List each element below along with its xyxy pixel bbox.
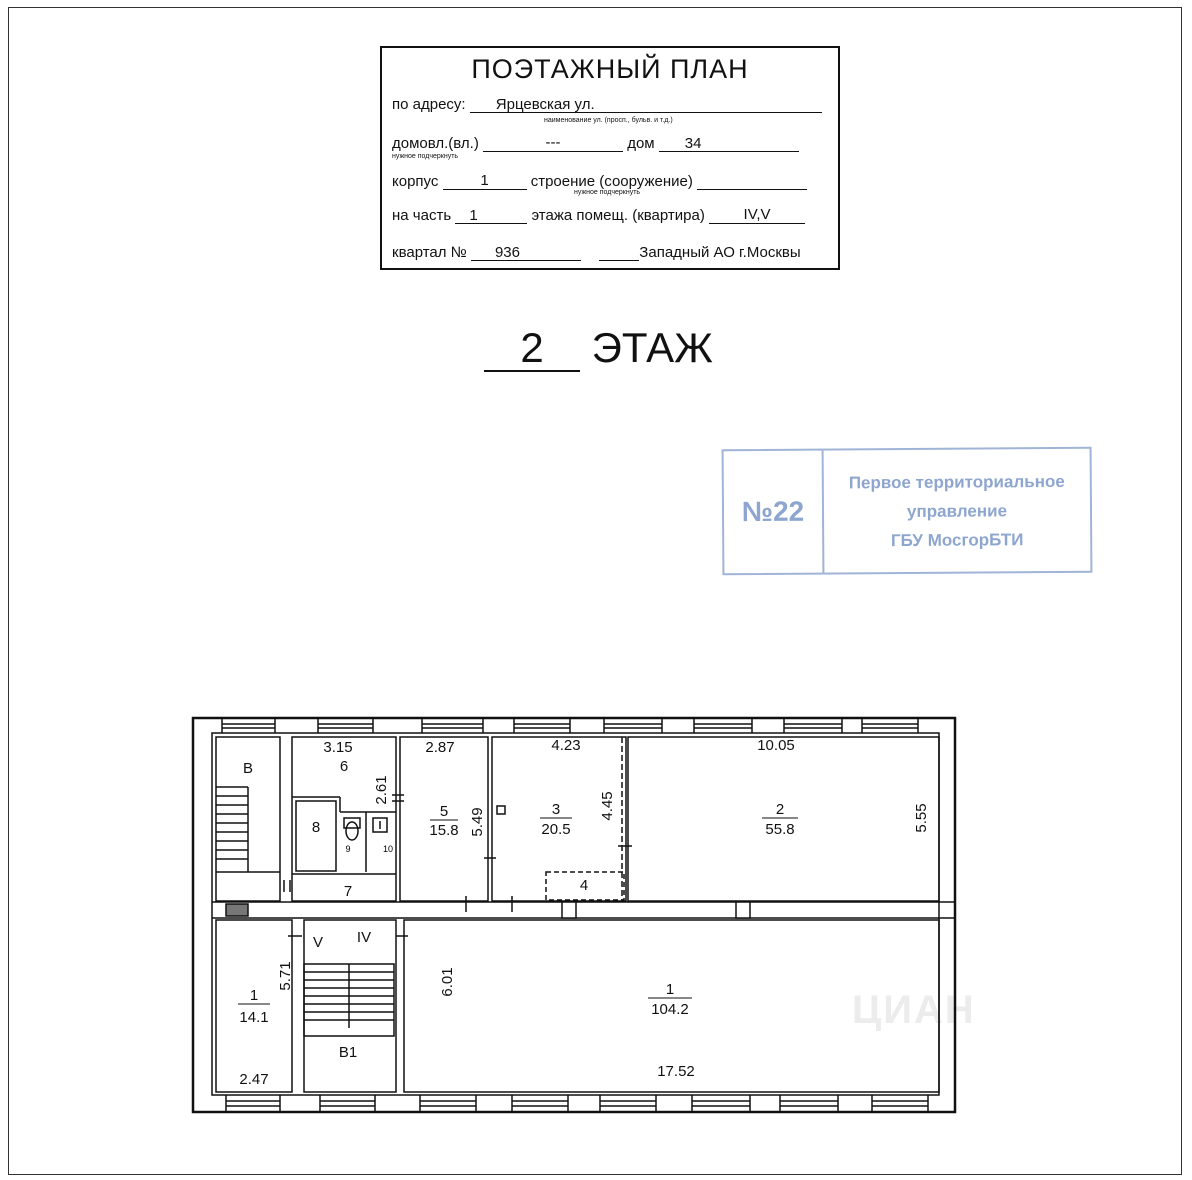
part-value: 1 [455, 207, 527, 224]
room-8-number: 8 [311, 819, 321, 836]
address-label: по адресу: [392, 96, 466, 113]
dim-2-87: 2.87 [425, 739, 455, 756]
stamp-line-3: ГБУ МосгорБТИ [890, 530, 1024, 551]
dim-6-01: 6.01 [439, 967, 456, 997]
dim-2-47: 2.47 [239, 1071, 269, 1088]
room-2 [628, 737, 939, 901]
room-10-number: 10 [382, 844, 394, 854]
dim-2-61: 2.61 [373, 775, 390, 805]
toilet-icon [346, 822, 358, 840]
stamp-line-1: Первое территориальное [848, 471, 1065, 493]
domovl-value: --- [483, 134, 623, 152]
plan-title: ПОЭТАЖНЫЙ ПЛАН [471, 54, 749, 84]
room-1-small-area: 14.1 [239, 1009, 269, 1026]
room-8 [296, 801, 336, 871]
windows-bottom [226, 1095, 928, 1112]
floor-label: ЭТАЖ [591, 324, 713, 371]
room-1-small [216, 920, 292, 1092]
stamp-number: №22 [724, 451, 825, 574]
stair-b1-steps [304, 964, 394, 1036]
room-1-large-number: 1 [665, 981, 675, 998]
room-5-area: 15.8 [429, 822, 459, 839]
dim-4-45: 4.45 [599, 791, 616, 821]
stair-b1-label: В1 [338, 1044, 358, 1061]
dom-label: дом [627, 135, 655, 152]
floor-number: 2 [484, 326, 580, 372]
section-v-label: V [312, 934, 324, 951]
kvartal-value: 936 [471, 244, 581, 261]
dim-4-23: 4.23 [551, 737, 581, 754]
stroenie-label: строение (сооружение) [530, 173, 693, 190]
dim-3-15: 3.15 [323, 739, 353, 756]
room-4-number: 4 [579, 877, 589, 894]
stroenie-hint: нужное подчеркнуть [574, 189, 641, 196]
korpus-label: корпус [392, 173, 439, 190]
domovl-hint: нужное подчеркнуть [392, 153, 459, 160]
hatched-column [226, 904, 248, 916]
stair-b-label: В [242, 760, 254, 777]
dim-10-05: 10.05 [757, 737, 795, 754]
kvartal-label: квартал № [392, 244, 467, 261]
dim-17-52: 17.52 [657, 1063, 695, 1080]
room-1-small-number: 1 [249, 987, 259, 1004]
room-5-number: 5 [439, 803, 449, 820]
district: Западный АО г.Москвы [639, 244, 801, 261]
room-3-number: 3 [551, 801, 561, 818]
section-iv-label: IV [356, 929, 372, 946]
dim-5-49: 5.49 [469, 807, 486, 837]
dim-5-55: 5.55 [913, 803, 930, 833]
room-2-number: 2 [775, 801, 785, 818]
part-label: на часть [392, 207, 452, 224]
korpus-value: 1 [443, 172, 527, 190]
floor-type-value: IV,V [709, 206, 805, 224]
domovl-label: домовл.(вл.) [392, 135, 479, 152]
room-3-area: 20.5 [541, 821, 571, 838]
dim-5-71: 5.71 [277, 961, 294, 991]
windows-top [222, 718, 918, 733]
floor-type-label: этажа помещ. (квартира) [531, 207, 705, 224]
address-value: Ярцевская ул. [470, 96, 822, 113]
dom-value: 34 [659, 135, 799, 152]
room-1-large-area: 104.2 [651, 1001, 689, 1018]
stair-b-steps [216, 787, 280, 872]
stamp-line-2: управление [906, 501, 1008, 521]
room-9-number: 9 [345, 844, 351, 854]
address-hint: наименование ул. (просп., бульв. и т.д.) [544, 117, 673, 124]
room-7-number: 7 [343, 883, 353, 900]
room-2-area: 55.8 [765, 821, 795, 838]
room-6-number: 6 [339, 758, 349, 775]
watermark: ЦИАН [852, 988, 976, 1032]
